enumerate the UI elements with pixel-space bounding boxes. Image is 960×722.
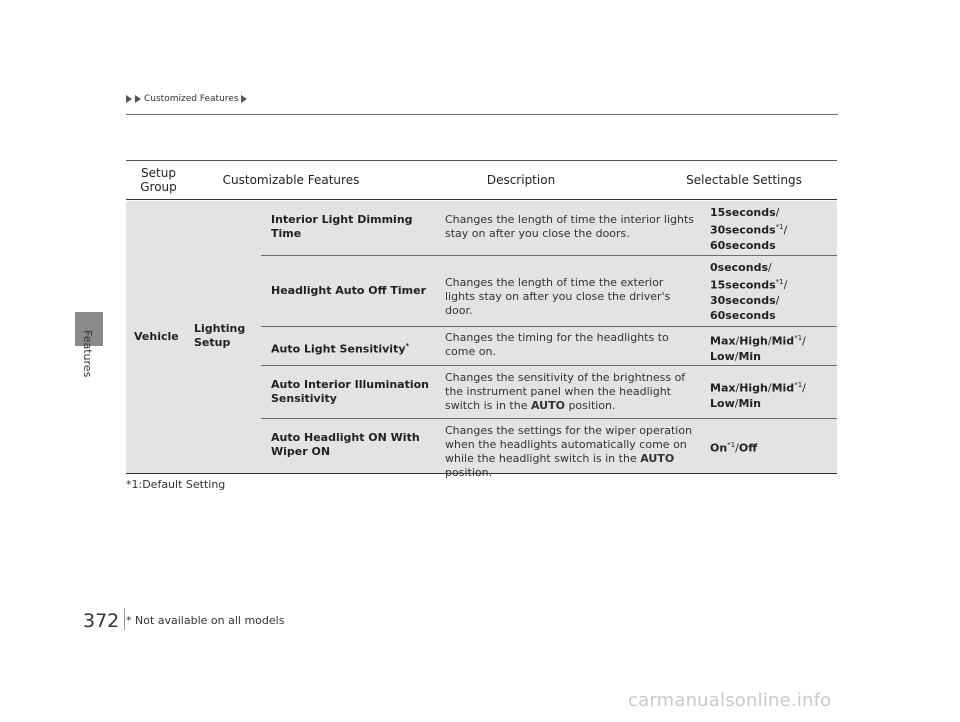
customized-features-table (126, 160, 837, 479)
availability-note: * Not available on all models (126, 614, 285, 627)
feature-name: Auto Headlight ON With Wiper ON (271, 431, 420, 458)
header-divider (126, 114, 838, 115)
feature-name: Interior Light Dimming Time (271, 213, 413, 240)
feature-name: Auto Interior Illumination Sensitivity (271, 378, 430, 405)
feature-description: Changes the length of time the interior lights stay on after you close the doors. (445, 213, 694, 240)
header-selectable-settings: Selectable Settings (686, 173, 802, 187)
breadcrumb-arrow-icon (241, 95, 247, 103)
default-setting-footnote: *1:Default Setting (126, 478, 226, 491)
feature-name: Auto Light Sensitivity* (271, 342, 410, 356)
feature-description: Changes the timing for the headlights to come on. (445, 331, 669, 358)
feature-settings: 0seconds/ 15seconds$^{*1}$/ 30seconds/ 60seconds (710, 261, 788, 322)
breadcrumb-label[interactable]: Customized Features (144, 94, 239, 104)
feature-settings: Max/High/Mid$^{*1}$/ Low/Min (710, 334, 806, 363)
feature-description: Changes the settings for the wiper operation when the headlights automatically come on while the headlight switch is in the AUTO position. (445, 424, 693, 479)
table-header-row (126, 160, 837, 200)
setup-group-vehicle: Vehicle (134, 330, 179, 343)
breadcrumb-arrow-icon (135, 95, 141, 103)
table-row (261, 366, 837, 419)
watermark: carmanualsonline.info (628, 690, 832, 711)
table-body (126, 201, 837, 479)
table-row (261, 327, 837, 366)
breadcrumb (126, 94, 248, 104)
setup-subgroup-lighting: Lighting Setup (194, 322, 246, 349)
footer-divider (124, 608, 125, 630)
page-number: 372 (83, 610, 120, 632)
feature-settings: Max/High/Mid$^{*1}$/ Low/Min (710, 381, 806, 410)
table-row (261, 201, 837, 256)
table-row (261, 256, 837, 327)
breadcrumb-arrow-icon (126, 95, 132, 103)
header-description: Description (486, 173, 556, 187)
table-row (261, 419, 837, 479)
feature-description: Changes the sensitivity of the brightness of the instrument panel when the headlight switch is in the AUTO position. (445, 371, 686, 412)
feature-settings: On$^{*1}$/Off (710, 441, 758, 455)
section-side-label: Features (81, 330, 94, 378)
feature-name: Headlight Auto Off Timer (271, 284, 426, 297)
header-customizable-features: Customizable Features (222, 173, 360, 187)
header-setup-group: Setup Group (140, 166, 177, 194)
feature-settings: 15seconds/ 30seconds$^{*1}$/ 60seconds (710, 206, 788, 252)
feature-description: Changes the length of time the exterior lights stay on after you close the driver's door. (445, 276, 671, 317)
